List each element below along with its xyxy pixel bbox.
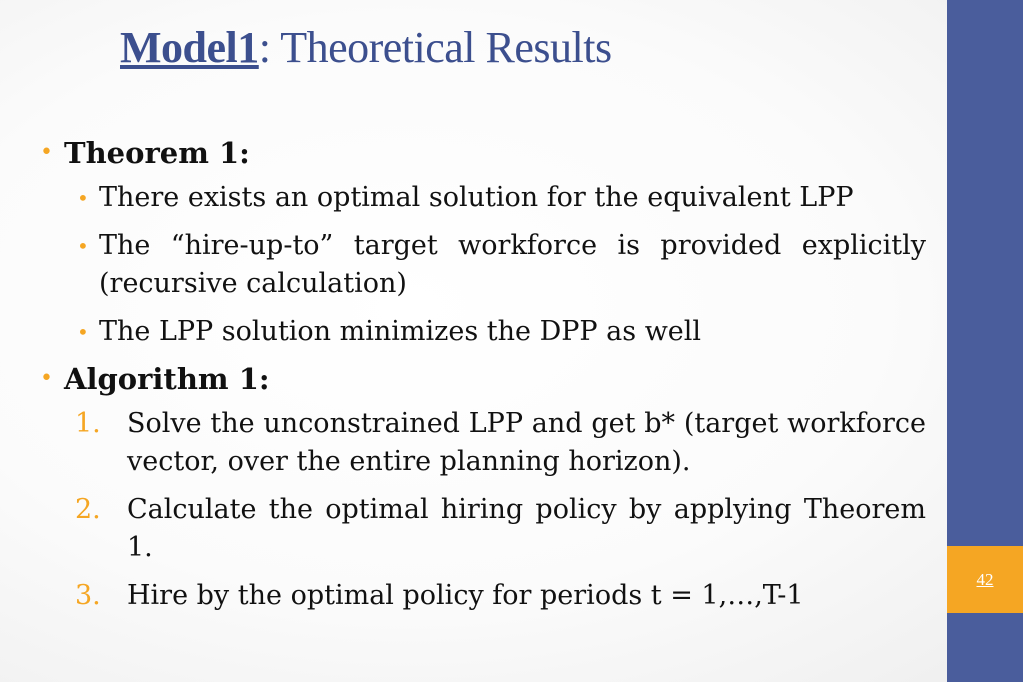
algorithm-step: [75, 491, 926, 567]
step-number: 3.: [75, 580, 101, 611]
bullet-icon: •: [77, 320, 89, 344]
algorithm-step: [75, 577, 926, 615]
step-text: Hire by the optimal policy for periods t = 1,…,T-1: [127, 580, 804, 611]
title-model-link[interactable]: Model1: [120, 23, 259, 72]
theorem-heading-item: [40, 135, 926, 171]
slide-title: [120, 22, 612, 73]
theorem-heading: Theorem 1:: [64, 136, 250, 170]
bullet-icon: •: [77, 234, 89, 258]
bullet-icon: •: [40, 140, 53, 165]
step-number: 2.: [75, 494, 101, 525]
step-number: 1.: [75, 408, 101, 439]
algorithm-step: [75, 405, 926, 481]
theorem-item-text: There exists an optimal solution for the equivalent LPP: [99, 182, 854, 213]
page-number[interactable]: 42: [976, 569, 994, 589]
title-rest: : Theoretical Results: [258, 23, 612, 72]
bullet-icon: •: [77, 186, 89, 210]
theorem-item-text: The “hire-up-to” target workforce is provided explicitly (recursive calculation): [99, 230, 926, 299]
algorithm-heading: Algorithm 1:: [64, 362, 270, 396]
page-number-box: [947, 546, 1023, 613]
theorem-item-text: The LPP solution minimizes the DPP as well: [99, 316, 702, 347]
algorithm-heading-item: [40, 361, 926, 397]
theorem-item: [77, 227, 926, 303]
slide-content: [40, 135, 926, 625]
theorem-item: [77, 313, 926, 351]
bullet-icon: •: [40, 366, 53, 391]
theorem-item: [77, 179, 926, 217]
step-text: Solve the unconstrained LPP and get b* (target workforce vector, over the entire planning horizon).: [127, 408, 926, 477]
step-text: Calculate the optimal hiring policy by applying Theorem 1.: [127, 494, 926, 563]
